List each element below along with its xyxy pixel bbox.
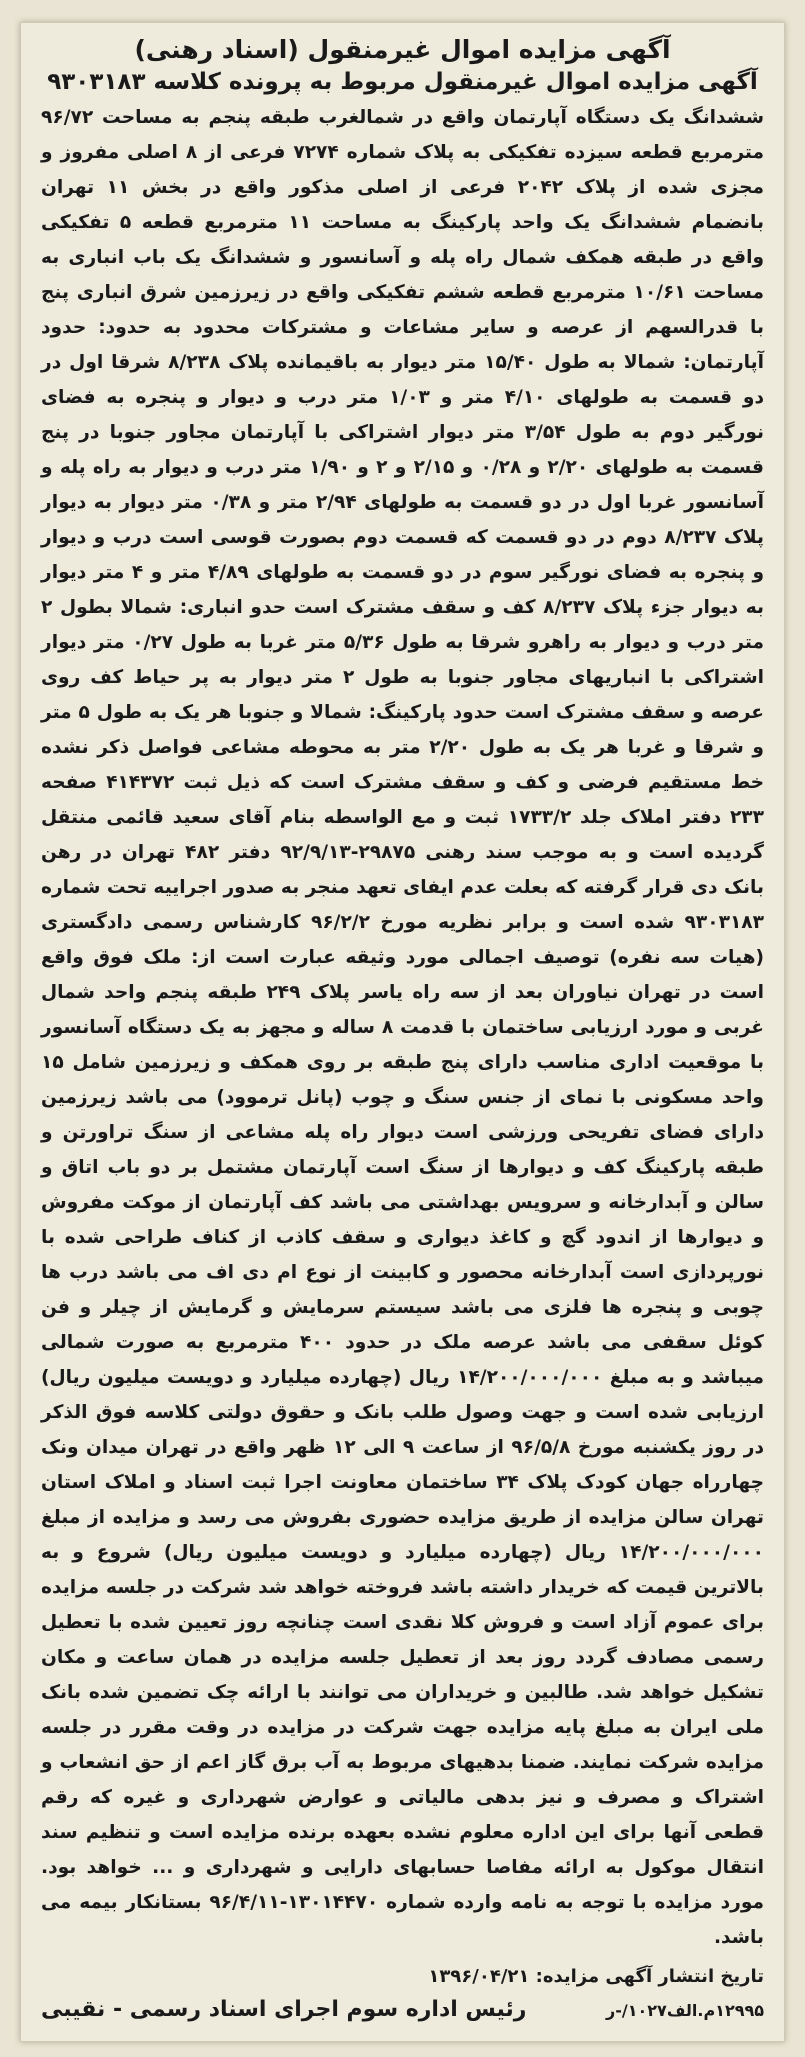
notice-title: آگهی مزایده اموال غیرمنقول (اسناد رهنی) (134, 35, 671, 64)
reference-number: ۱۲۹۹۵م.الف۱۰۲۷/-ر (606, 2001, 764, 2020)
signature-line (41, 1997, 764, 2022)
signer-name: رئیس اداره سوم اجرای اسناد رسمی - نقیبی (41, 1997, 527, 2022)
notice-subtitle: آگهی مزایده اموال غیرمنقول مربوط به پرونده کلاسه ۹۳۰۳۱۸۳ (47, 69, 758, 95)
newspaper-clipping (20, 22, 785, 2042)
publish-date: تاریخ انتشار آگهی مزایده: ۱۳۹۶/۰۴/۲۱ (428, 1966, 764, 1987)
notice-body: ششدانگ یک دستگاه آپارتمان واقع در شمالغرب طبقه پنجم به مساحت ۹۶/۷۲ مترمربع قطعه سیزده تفکیکی به پلاک شماره ۷۲۷۴ فرعی از ۸ اصلی مفروز و مجزی شده از پلاک ۲۰۴۲ فرعی از اصلی مذکور واقع در بخش ۱۱ تهران بانضمام ششدانگ یک واحد پارکینگ به مساحت ۱۱ مترمربع قطعه ۵ تفکیکی واقع در طبقه همکف شمال راه پله و آسانسور و ششدانگ یک باب انباری به مساحت ۱۰/۶۱ مترمربع قطعه ششم تفکیکی واقع در زیرزمین شرق انباری پنج با قدرالسهم از عرصه و سایر مشاعات و مشترکات محدود به حدود: حدود آپارتمان: شمالا به طول ۱۵/۴۰ متر دیوار به باقیمانده پلاک ۸/۲۳۸ شرقا اول در دو قسمت به طولهای ۴/۱۰ متر و ۱/۰۳ متر درب و دیوار و پنجره به فضای نورگیر دوم به طول ۳/۵۴ متر دیوار اشتراکی با آپارتمان مجاور جنوبا در پنج قسمت به طولهای ۲/۲۰ و ۰/۲۸ و ۲/۱۵ و ۲ و ۱/۹۰ متر درب و دیوار به راه پله و آسانسور غربا اول در دو قسمت به طولهای ۲/۹۴ متر و ۰/۳۸ متر دیوار به دیوار پلاک ۸/۲۳۷ دوم در دو قسمت که قسمت دوم بصورت قوسی است درب و دیوار و پنجره به فضای نورگیر سوم در دو قسمت به طولهای ۴/۸۹ متر و ۴ متر دیوار به دیوار جزء پلاک ۸/۲۳۷ کف و سقف مشترک است حدو انباری: شمالا بطول ۲ متر درب و دیوار به راهرو شرقا به طول ۵/۳۶ متر غربا به طول ۰/۲۷ متر دیوار اشتراکی با انباریهای مجاور جنوبا به طول ۲ متر دیوار به پر حیاط کف روی عرصه و سقف مشترک است حدود پارکینگ: شمالا و جنوبا هر یک به طول ۵ متر و شرقا و غربا هر یک به طول ۲/۲۰ متر به محوطه مشاعی فواصل ذکر نشده خط مستقیم فرضی و کف و سقف مشترک است که ذیل ثبت ۴۱۴۳۷۲ صفحه ۲۳۳ دفتر املاک جلد ۱۷۳۳/۲ ثبت و مع الواسطه بنام آقای سعید قائمی منتقل گردیده است و به موجب سند رهنی ۲۹۸۷۵-۹۲/۹/۱۳ دفتر ۴۸۲ تهران در رهن بانک دی قرار گرفته که بعلت عدم ایفای تعهد منجر به صدور اجراییه تحت شماره ۹۳۰۳۱۸۳ شده است و برابر نظریه مورخ ۹۶/۲/۲ کارشناس رسمی دادگستری (هیات سه نفره) توصیف اجمالی مورد وثیقه عبارت است از: ملک فوق واقع است در تهران نیاوران بعد از سه راه یاسر پلاک ۲۴۹ طبقه پنجم واحد شمال غربی و مورد ارزیابی ساختمان با قدمت ۸ ساله و مجهز به یک دستگاه آسانسور با موقعیت اداری مناسب دارای پنج طبقه بر روی همکف و زیرزمین شامل ۱۵ واحد مسکونی با نمای از جنس سنگ و چوب (پانل ترموود) می باشد زیرزمین دارای فضای تفریحی ورزشی است دیوار راه پله مشاعی از سنگ تراورتن و طبقه پارکینگ کف و دیوارها از سنگ است آپارتمان مشتمل بر دو باب اتاق و سالن و آبدارخانه و سرویس بهداشتی می باشد کف آپارتمان از موکت مفروش و دیوارها از اندود گچ و کاغذ دیواری و سقف کاذب از کناف طراحی شده با نورپردازی است آبدارخانه محصور و کابینت از نوع ام دی اف می باشد درب ها چوبی و پنجره ها فلزی می باشد سیستم سرمایش و گرمایش از چیلر و فن کوئل سقفی می باشد عرصه ملک در حدود ۴۰۰ مترمربع به صورت شمالی میباشد و به مبلغ ۱۴/۲۰۰/۰۰۰/۰۰۰ ریال (چهارده میلیارد و دویست میلیون ریال) ارزیابی شده است و جهت وصول طلب بانک و حقوق دولتی کلاسه فوق الذکر در روز یکشنبه مورخ ۹۶/۵/۸ از ساعت ۹ الی ۱۲ ظهر واقع در تهران میدان ونک چهارراه جهان کودک پلاک ۳۴ ساختمان معاونت اجرا ثبت اسناد و املاک استان تهران سالن مزایده از طریق مزایده حضوری بفروش می رسد و مزایده از مبلغ ۱۴/۲۰۰/۰۰۰/۰۰۰ ریال (چهارده میلیارد و دویست میلیون ریال) شروع و به بالاترین قیمت که خریدار داشته باشد فروخته خواهد شد شرکت در جلسه مزایده برای عموم آزاد است و فروش کلا نقدی است چنانچه روز تعیین شده با تعطیل رسمی مصادف گردد روز بعد از تعطیل جلسه مزایده در همان ساعت و مکان تشکیل خواهد شد. طالبین و خریداران می توانند با ارائه چک تضمین شده بانک ملی ایران به مبلغ پایه مزایده جهت شرکت در مزایده در وقت مقرر در جلسه مزایده شرکت نمایند. ضمنا بدهیهای مربوط به آب برق گاز اعم از حق انشعاب و اشتراک و مصرف و نیز بدهی مالیاتی و عوارض شهرداری و غیره که رقم قطعی آنها برای این اداره معلوم نشده بعهده برنده مزایده است و تنظیم سند انتقال موکول به ارائه مفاصا حسابهای دارایی و شهرداری و ... خواهد بود. مورد مزایده با توجه به نامه وارده شماره ۱۳۰۱۴۴۷۰-۹۶/۴/۱۱ بستانکار بیمه می باشد. (41, 107, 765, 1948)
